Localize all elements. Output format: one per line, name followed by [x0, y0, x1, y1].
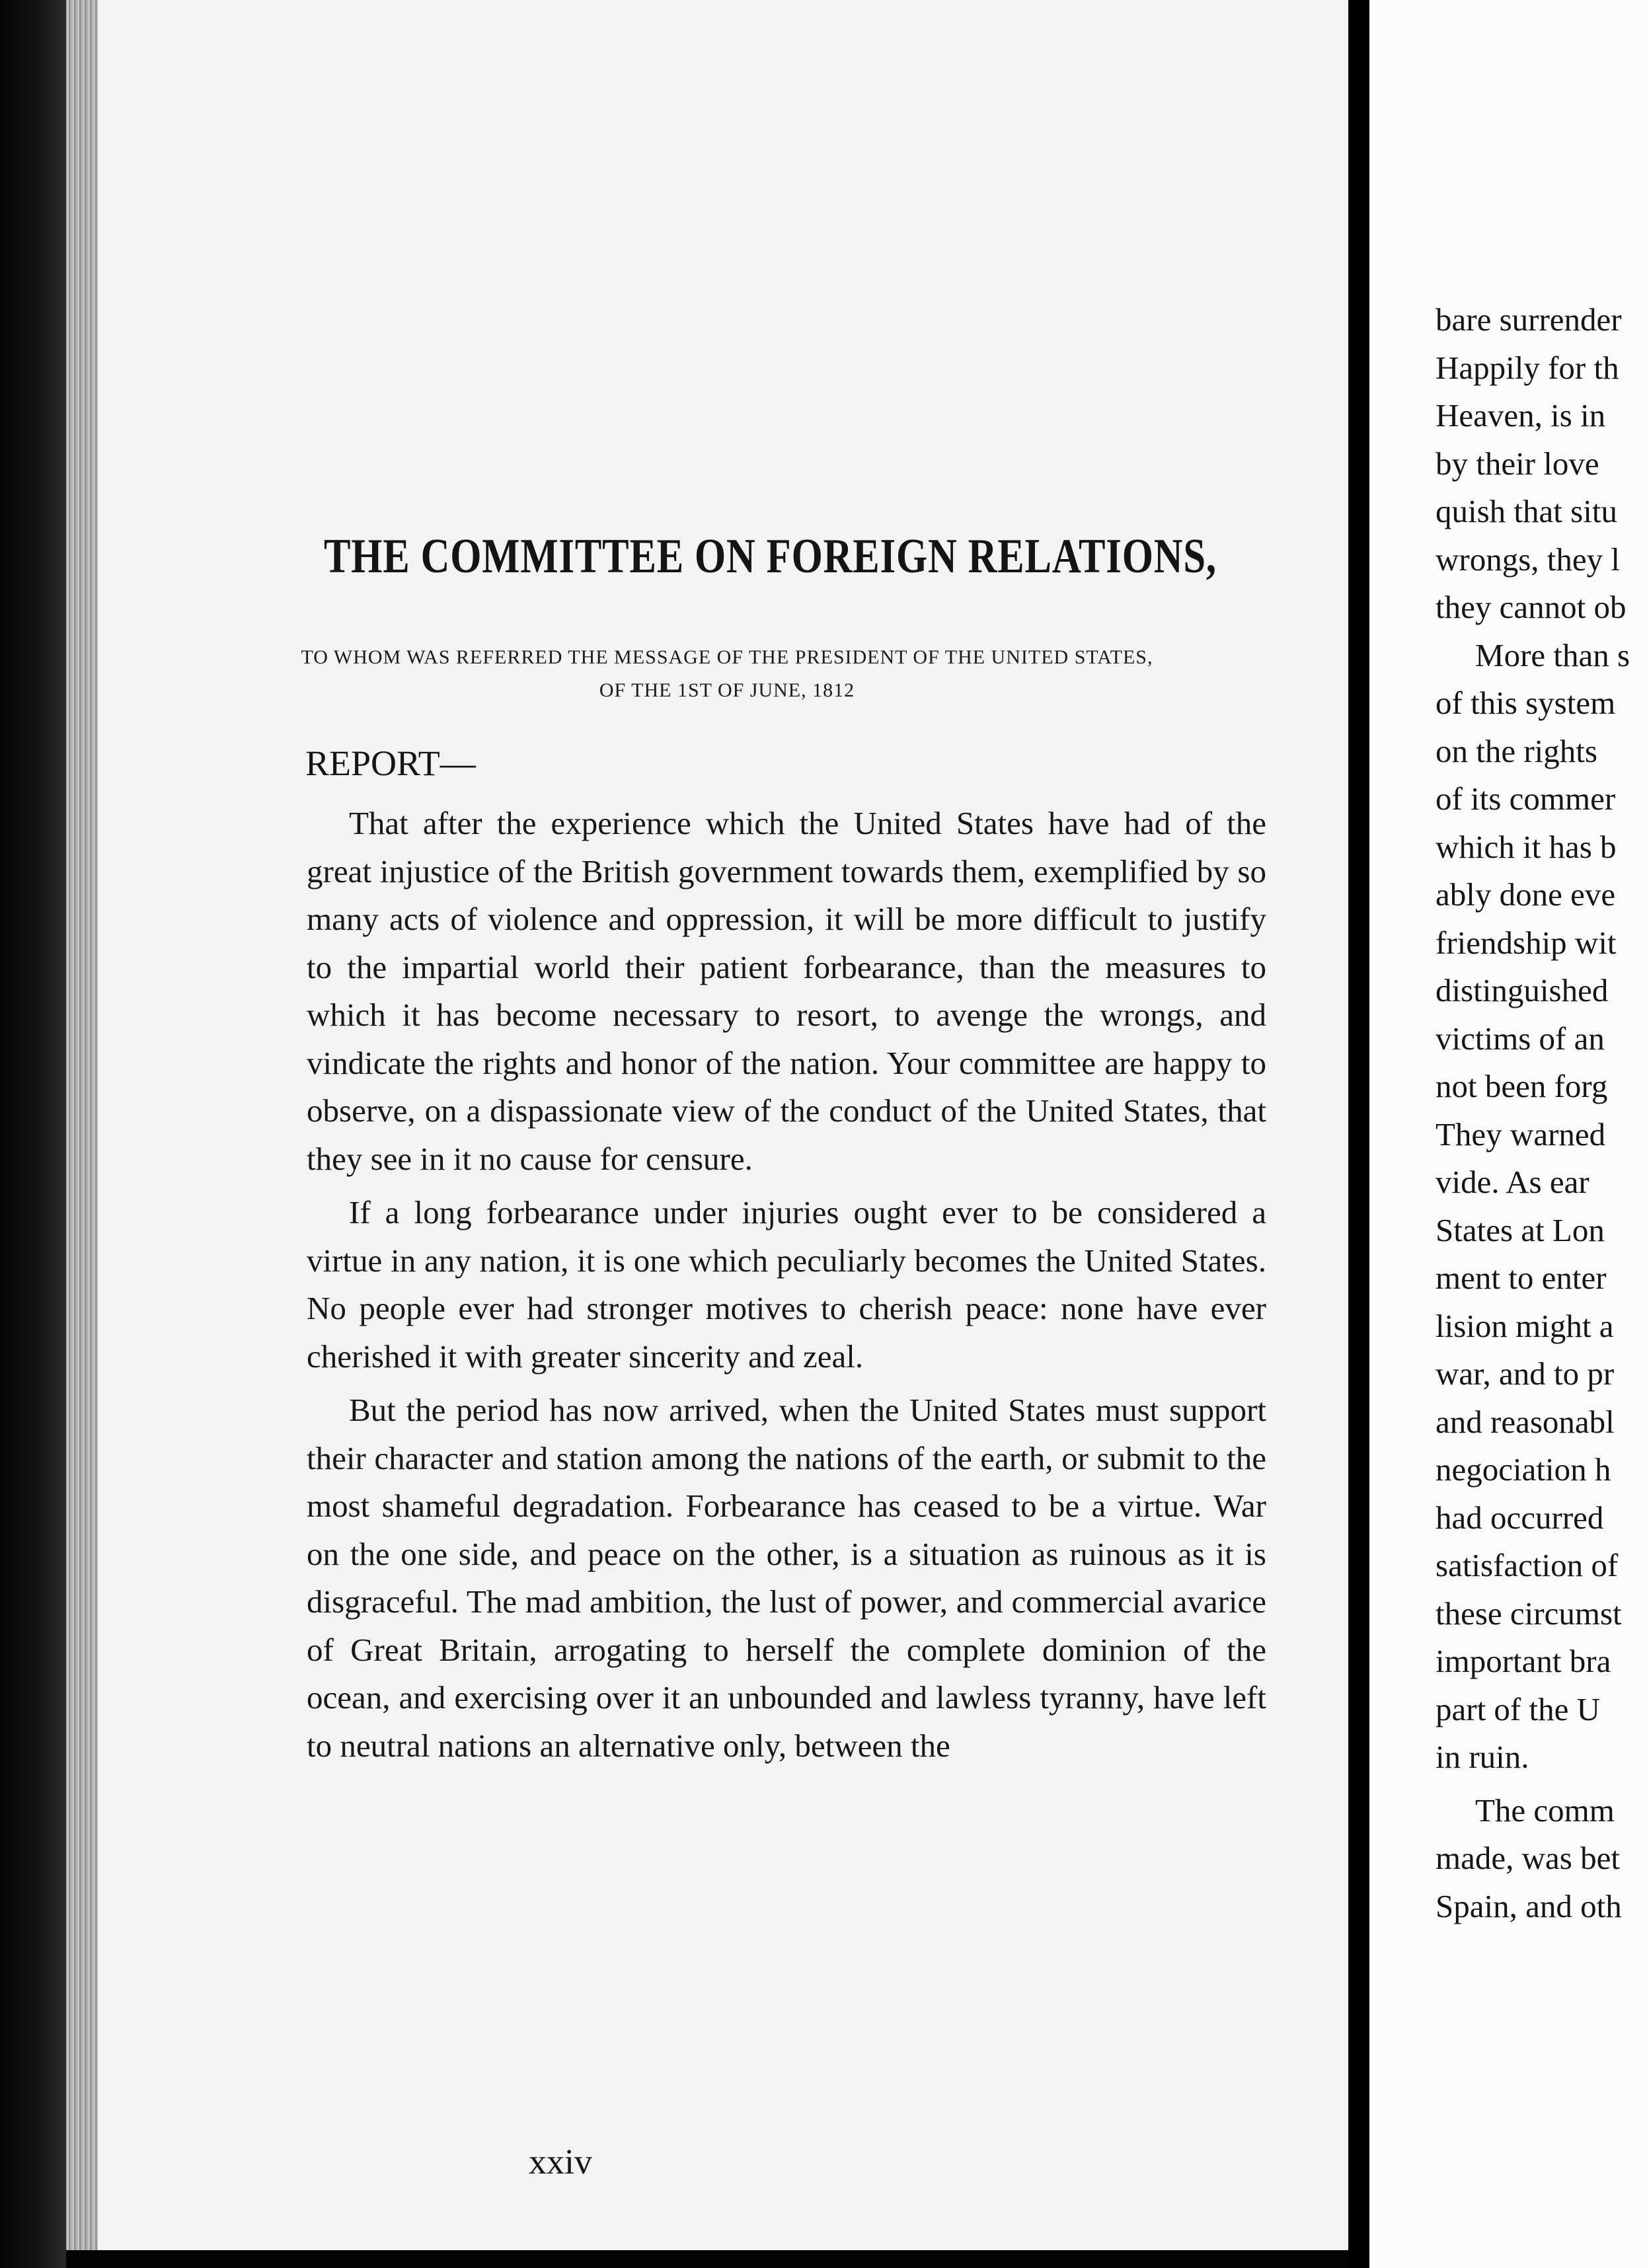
- right-line: More than s: [1475, 636, 1630, 673]
- scan-border-bottom: [66, 2250, 1348, 2268]
- right-line: distinguished: [1436, 972, 1609, 1008]
- subtitle-line-2: OF THE 1ST OF JUNE, 1812: [599, 679, 855, 701]
- report-heading: REPORT—: [305, 743, 476, 783]
- right-line: of this system: [1436, 685, 1616, 721]
- right-line: not been forg: [1436, 1068, 1608, 1104]
- right-line: wrongs, they l: [1436, 541, 1620, 578]
- right-line: made, was bet: [1436, 1840, 1620, 1876]
- document-title: THE COMMITTEE ON FOREIGN RELATIONS,: [324, 529, 1217, 584]
- paragraph-3: But the period has now arrived, when the United States must support their character and station among the nations of the earth, or submit to the most shameful degradation. Forbearance has ceased to be a virtue. War on the one side, and peace on the other, is a situation as ruinous as it is disgraceful. The mad ambition, the lust of power, and commercial avarice of Great Britain, arrogating to herself the complete dominion of the ocean, and exercising over it an unbounded and lawless tyranny, have left to neutral nations an alternative only, between the: [307, 1392, 1266, 1764]
- right-line: The comm: [1475, 1792, 1615, 1829]
- book-gutter: [1348, 0, 1369, 2268]
- right-line: ment to enter: [1436, 1260, 1607, 1296]
- right-page-text: [1436, 296, 1647, 1930]
- page-number: xxiv: [529, 2142, 593, 2181]
- right-line: quish that situ: [1436, 493, 1617, 529]
- report-body: [307, 800, 1266, 1776]
- right-line: they cannot ob: [1436, 589, 1627, 625]
- right-line: victims of an: [1436, 1020, 1605, 1057]
- right-line: on the rights: [1436, 732, 1597, 769]
- right-line: important bra: [1436, 1643, 1611, 1679]
- right-line: negociation h: [1436, 1451, 1611, 1488]
- right-line: friendship wit: [1436, 924, 1617, 961]
- right-line: war, and to pr: [1436, 1355, 1615, 1392]
- right-line: satisfaction of: [1436, 1547, 1619, 1583]
- right-line: They warned: [1436, 1115, 1606, 1153]
- right-line: part of the U: [1436, 1690, 1600, 1727]
- right-line: vide. As ear: [1436, 1164, 1590, 1200]
- right-line: had occurred: [1436, 1499, 1604, 1536]
- right-line: in ruin.: [1436, 1739, 1529, 1775]
- document-subtitle: [198, 641, 1256, 707]
- right-line: Heaven, is in: [1436, 397, 1606, 434]
- right-line: ably done eve: [1436, 876, 1616, 913]
- paragraph-2: If a long forbearance under injuries ought ever to be considered a virtue in any nation, it is one which peculiarly becomes the United States. No people ever had stronger motives to cherish peace: none have ever cherished it with greater sincerity and zeal.: [307, 1194, 1266, 1375]
- right-line: bare surrender: [1436, 301, 1622, 338]
- right-line: by their love: [1436, 445, 1599, 482]
- right-line: Spain, and oth: [1436, 1887, 1622, 1924]
- scan-border-left: [0, 0, 66, 2268]
- right-line: States at Lon: [1436, 1211, 1605, 1248]
- right-line: lision might a: [1436, 1307, 1614, 1344]
- right-line: these circumst: [1436, 1595, 1622, 1632]
- right-line: Happily for th: [1436, 349, 1619, 386]
- right-line: and reasonabl: [1436, 1403, 1615, 1440]
- book-page-edges: [66, 0, 98, 2268]
- right-line: of its commer: [1436, 780, 1616, 817]
- right-line: which it has b: [1436, 828, 1617, 865]
- paragraph-1: That after the experience which the United States have had of the great injustice of the British government towards them, exemplified by so many acts of violence and oppression, it will be more difficult to justify to the impartial world their patient forbearance, than the measures to which it has become necessary to resort, to avenge the wrongs, and vindicate the rights and honor of the nation. Your committee are happy to observe, on a dispassionate view of the conduct of the United States, that they see in it no cause for censure.: [307, 805, 1266, 1177]
- subtitle-line-1: TO WHOM WAS REFERRED THE MESSAGE OF THE PRESIDENT OF THE UNITED STATES,: [301, 646, 1153, 668]
